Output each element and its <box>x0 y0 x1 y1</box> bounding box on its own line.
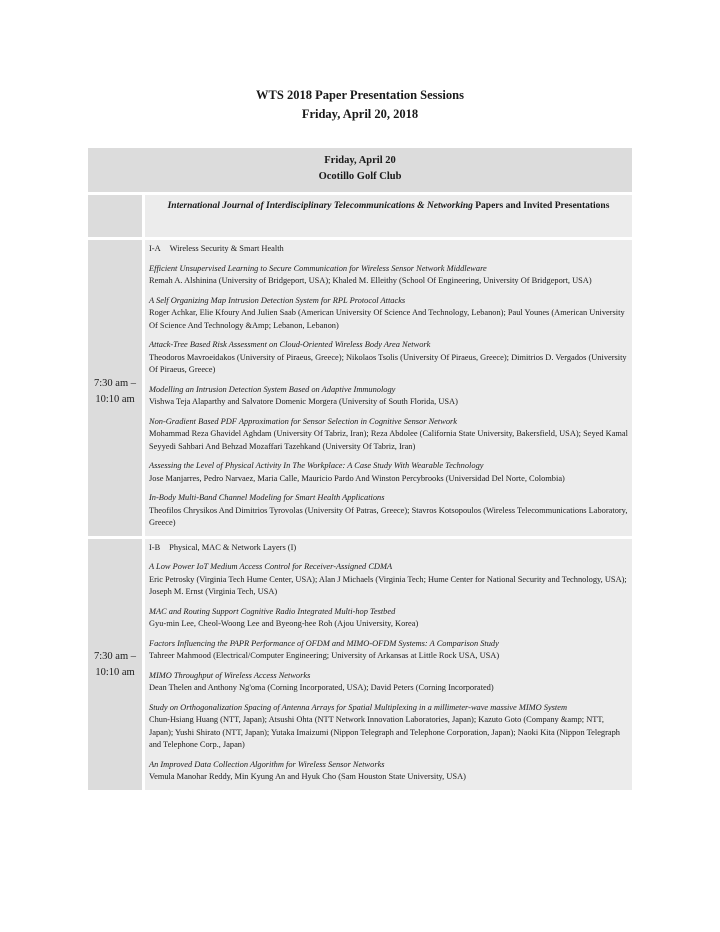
paper-authors: Jose Manjarres, Pedro Narvaez, Maria Calle, Mauricio Pardo And Winston Percybrooks (Universidad Del Norte, Colombia) <box>149 473 565 483</box>
paper-title: Assessing the Level of Physical Activity In The Workplace: A Case Study With Wearable Technology <box>149 461 484 470</box>
paper-title: MIMO Throughput of Wireless Access Networks <box>149 670 311 680</box>
session-time <box>88 649 142 681</box>
paper-entry <box>149 759 628 784</box>
paper-authors: Eric Petrosky (Virginia Tech Hume Center, USA); Alan J Michaels (Virginia Tech; Hume Center for National Security and Technology, USA); Joseph M. Ernst (Virginia Tech, USA) <box>149 574 627 596</box>
paper-authors: Vemula Manohar Reddy, Min Kyung An and Hyuk Cho (Sam Houston State University, USA) <box>149 772 466 781</box>
paper-entry <box>149 460 628 485</box>
paper-authors: Gyu-min Lee, Cheol-Woong Lee and Byeong-hee Roh (Ajou University, Korea) <box>149 619 419 628</box>
paper-entry <box>149 606 628 631</box>
paper-entry <box>149 339 628 377</box>
paper-title: Non-Gradient Based PDF Approximation for Sensor Selection in Cognitive Sensor Network <box>149 416 457 426</box>
paper-title: A Low Power IoT Medium Access Control for Receiver-Assigned CDMA <box>149 562 393 571</box>
day-header-venue: Ocotillo Golf Club <box>318 171 402 182</box>
session-heading <box>149 243 628 256</box>
session-time-end: 10:10 am <box>95 666 135 678</box>
session-time-cell <box>88 240 142 536</box>
paper-title: An Improved Data Collection Algorithm for Wireless Sensor Networks <box>149 759 385 769</box>
paper-authors: Chun-Hsiang Huang (NTT, Japan); Atsushi Ohta (NTT Network Innovation Laboratories, Japan); Kazuto Goto (Company &amp; NTT, Japan); Yushi Shirato (NTT, Japan); Yutaka Imaizumi (Nippon Telegraph and Telephone Corporation, Japan); Naoki Kita (Nippon Telegraph and Telephone Corp., Japan) <box>149 715 620 749</box>
paper-title: Efficient Unsupervised Learning to Secure Communication for Wireless Sensor Network Middleware <box>149 263 487 273</box>
paper-entry <box>149 638 628 663</box>
session-code: I-B <box>149 542 161 552</box>
paper-title: MAC and Routing Support Cognitive Radio Integrated Multi-hop Testbed <box>149 606 396 616</box>
journal-heading <box>145 195 632 237</box>
session-row <box>88 539 632 790</box>
paper-entry <box>149 670 628 695</box>
paper-title: In-Body Multi-Band Channel Modeling for Smart Health Applications <box>149 493 385 502</box>
paper-authors: Mohammad Reza Ghavidel Aghdam (University Of Tabriz, Iran); Reza Abdolee (California State University, Bakersfield, USA); Seyed Kamal Seyyedi Sahbari And Behzad Mozaffari Tazehkand (University Of Tabriz, Iran) <box>149 429 628 451</box>
journal-name: International Journal of Interdisciplinary Telecommunications & Networking <box>167 201 473 211</box>
paper-title: Modelling an Intrusion Detection System Based on Adaptive Immunology <box>149 384 396 394</box>
paper-title: A Self Organizing Map Intrusion Detection System for RPL Protocol Attacks <box>149 295 406 305</box>
session-time <box>88 376 142 408</box>
session-heading <box>149 542 628 555</box>
day-header <box>88 148 632 192</box>
page-title <box>0 86 720 124</box>
paper-entry <box>149 416 628 454</box>
paper-authors: Remah A. Alshinina (University of Bridgeport, USA); Khaled M. Elleithy (School Of Engineering, University Of Bridgeport, USA) <box>149 276 592 285</box>
session-time-start: 7:30 am – <box>94 650 136 662</box>
paper-authors: Roger Achkar, Elie Kfoury And Julien Saab (American University Of Science And Technology, Lebanon); Paul Younes (American University Of Science And Technology &Amp; Lebanon, Lebanon) <box>149 308 625 330</box>
title-line-2: Friday, April 20, 2018 <box>301 107 419 121</box>
paper-entry <box>149 702 628 752</box>
session-content <box>145 240 632 536</box>
session-name: Physical, MAC & Network Layers (I) <box>169 542 297 552</box>
paper-entry <box>149 384 628 409</box>
session-name: Wireless Security & Smart Health <box>169 244 284 253</box>
session-time-end: 10:10 am <box>95 394 135 405</box>
schedule-table <box>88 148 632 793</box>
journal-time-cell <box>88 195 142 237</box>
session-time-start: 7:30 am – <box>94 378 136 389</box>
paper-authors: Dean Thelen and Anthony Ng'oma (Corning Incorporated, USA); David Peters (Corning Incorporated) <box>149 683 494 692</box>
paper-title: Attack-Tree Based Risk Assessment on Cloud-Oriented Wireless Body Area Network <box>149 340 431 349</box>
paper-authors: Vishwa Teja Alaparthy and Salvatore Domenic Morgera (University of South Florida, USA) <box>149 397 458 406</box>
title-line-1: WTS 2018 Paper Presentation Sessions <box>256 88 464 102</box>
journal-suffix: Papers and Invited Presentations <box>472 201 610 211</box>
session-code: I-A <box>149 244 161 253</box>
day-header-date: Friday, April 20 <box>324 155 396 166</box>
session-content <box>145 539 632 790</box>
session-time-cell <box>88 539 142 790</box>
paper-authors: Theofilos Chrysikos And Dimitrios Tyrovolas (University Of Patras, Greece); Stavros Kotsopoulos (Wireless Telecommunications Laboratory, Greece) <box>149 505 628 527</box>
paper-entry <box>149 561 628 599</box>
journal-row <box>88 195 632 237</box>
paper-authors: Theodoros Mavroeidakos (University of Piraeus, Greece); Nikolaos Tsolis (University Of Piraeus, Greece); Dimitrios D. Vergados (University Of Piraeus, Greece) <box>149 352 627 374</box>
paper-authors: Tahreer Mahmood (Electrical/Computer Engineering; University of Arkansas at Little Rock USA, USA) <box>149 651 500 660</box>
paper-title: Study on Orthogonalization Spacing of Antenna Arrays for Spatial Multiplexing in a millimeter-wave massive MIMO System <box>149 702 567 712</box>
paper-entry <box>149 263 628 288</box>
session-row <box>88 240 632 536</box>
paper-entry <box>149 492 628 530</box>
paper-entry <box>149 295 628 333</box>
paper-title: Factors Influencing the PAPR Performance of OFDM and MIMO-OFDM Systems: A Comparison Study <box>149 638 499 648</box>
